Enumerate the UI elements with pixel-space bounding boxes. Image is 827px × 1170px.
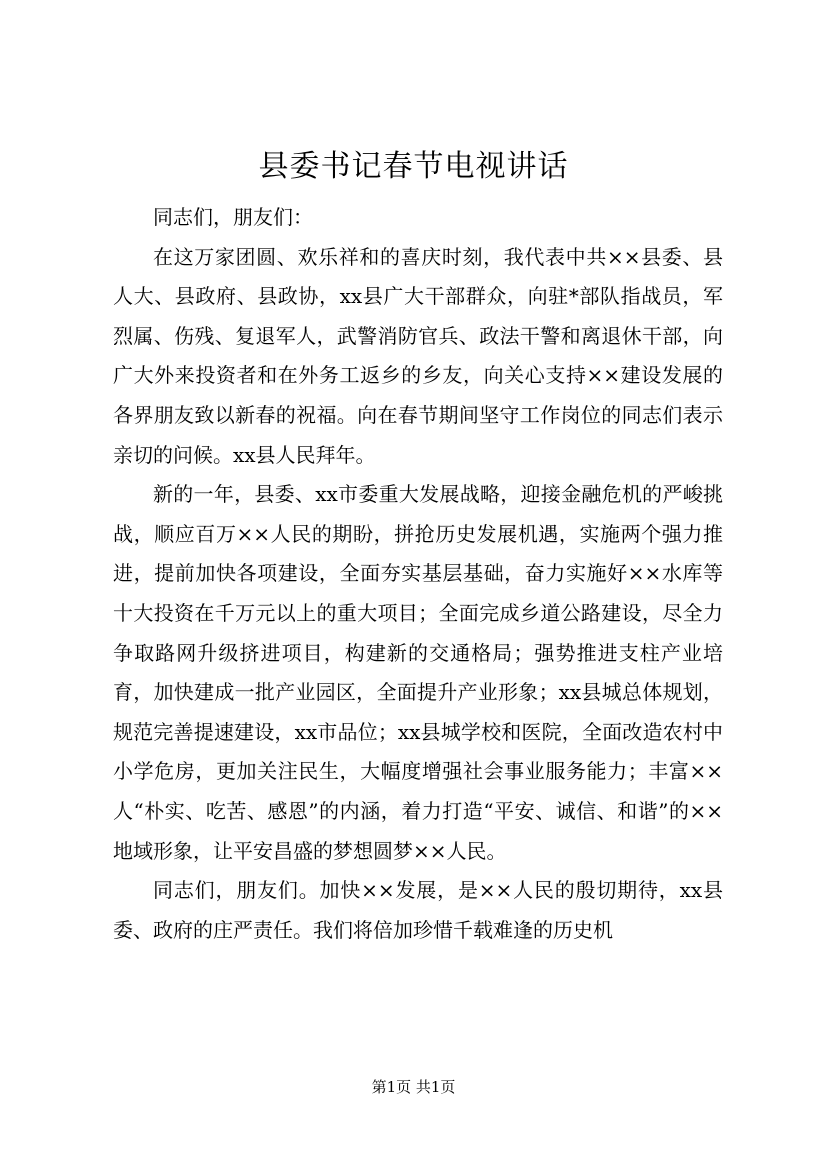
document-body — [113, 198, 723, 950]
page-footer: 第1页 共1页 — [371, 1078, 456, 1096]
paragraph-new-year-wishes: 在这万家团圆、欢乐祥和的喜庆时刻，我代表中共××县委、县人大、县政府、县政协，xx县广大干部群众，向驻*部队指战员，军烈属、伤残、复退军人，武警消防官兵、政法干警和离退休干部，向广大外来投资者和在外务工返乡的乡友，向关心支持××建设发展的各界朋友致以新春的祝福。向在春节期间坚守工作岗位的同志们表示亲切的问候。xx县人民拜年。 — [113, 244, 723, 467]
paragraph-closing: 同志们，朋友们。加快××发展，是××人民的殷切期待，xx县委、政府的庄严责任。我们将倍加珍惜千载难逢的历史机 — [113, 878, 723, 942]
paragraph-greeting: 同志们，朋友们： — [153, 205, 313, 229]
document-title: 县委书记春节电视讲话 — [258, 149, 569, 184]
paragraph-development-plan: 新的一年，县委、xx市委重大发展战略，迎接金融危机的严峻挑战，顺应百万××人民的期盼，拼抢历史发展机遇，实施两个强力推进，提前加快各项建设，全面夯实基层基础，奋力实施好××水库等十大投资在千万元以上的重大项目；全面完成乡道公路建设，尽全力争取路网升级挤进项目，构建新的交通格局；强势推进支柱产业培育，加快建成一批产业园区，全面提升产业形象；xx县城总体规划，规范完善提速建设，xx市品位；xx县城学校和医院，全面改造农村中小学危房，更加关注民生，大幅度增强社会事业服务能力；丰富××人“朴实、吃苦、感恩”的内涵，着力打造“平安、诚信、和谐”的××地域形象，让平安昌盛的梦想圆梦××人民。 — [113, 482, 723, 863]
